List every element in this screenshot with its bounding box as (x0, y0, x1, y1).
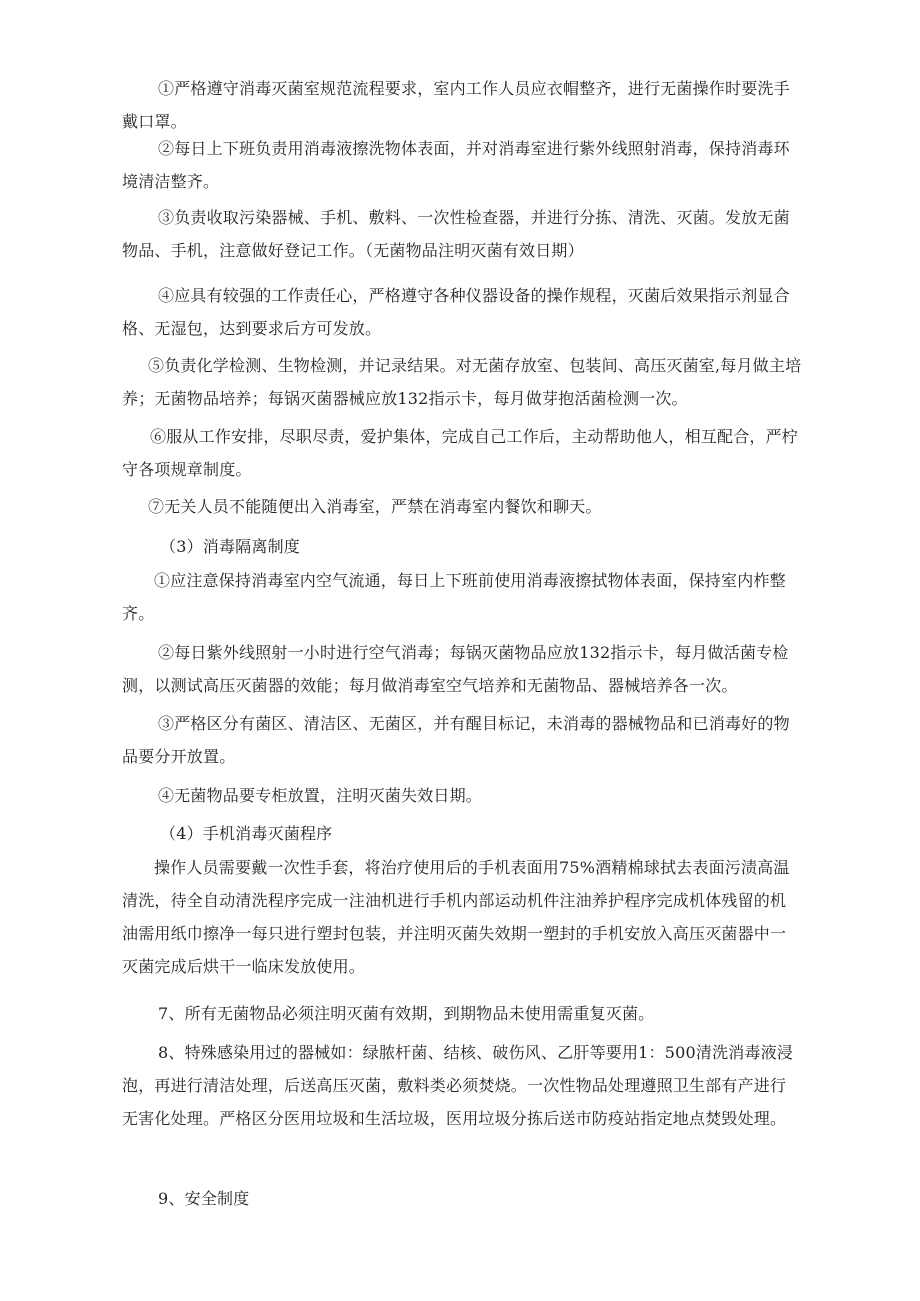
paragraph-disinfection-2: ②每日紫外线照射一小时进行空气消毒；每锅灭菌物品应放132指示卡，每月做活菌专检测，以测试高压灭菌器的效能；每月做消毒室空气培养和无菌物品、器械培养各一次。 (122, 643, 789, 695)
paragraph-item-7: 7、所有无菌物品必须注明灭菌有效期，到期物品未使用需重复灭菌。 (158, 1004, 655, 1023)
paragraph-rule-6: ⑥服从工作安排，尽职尽责，爱护集体，完成自己工作后，主动帮助他人，相互配合，严柠守各项规章制度。 (122, 427, 799, 479)
paragraph-rule-4: ④应具有较强的工作责任心，严格遵守各种仪器设备的操作规程，灭菌后效果指示剂显合格、无湿包，达到要求后方可发放。 (122, 286, 790, 338)
section-heading-9: 9、安全制度 (158, 1189, 250, 1208)
paragraph-rule-5: ⑤负责化学检测、生物检测，并记录结果。对无菌存放室、包装间、高压灭菌室,每月做主培养；无菌物品培养；每锅灭菌器械应放132指示卡，每月做芽抱活菌检测一次。 (122, 356, 802, 408)
paragraph-rule-3: ③负责收取污染器械、手机、敷料、一次性检查器，并进行分拣、清洗、灭菌。发放无菌物品、手机，注意做好登记工作。（无菌物品注明灭菌有效日期） (122, 208, 790, 260)
paragraph-disinfection-1: ①应注意保持消毒室内空气流通，每日上下班前使用消毒液擦拭物体表面，保持室内柞整齐。 (122, 571, 786, 623)
paragraph-rule-2: ②每日上下班负责用消毒液擦洗物体表面，并对消毒室进行紫外线照射消毒，保持消毒环境清洁整齐。 (122, 139, 790, 191)
paragraph-disinfection-3: ③严格区分有菌区、清洁区、无菌区，并有醒目标记，未消毒的器械物品和已消毒好的物品要分开放置。 (122, 714, 790, 766)
section-heading-3: （3）消毒隔离制度 (160, 537, 300, 556)
paragraph-rule-1: ①严格遵守消毒灭菌室规范流程要求，室内工作人员应衣帽整齐，进行无菌操作时要洗手戴口罩。 (122, 79, 790, 131)
paragraph-disinfection-4: ④无菌物品要专柜放置，注明灭菌失效日期。 (158, 786, 483, 805)
paragraph-rule-7: ⑦无关人员不能随便出入消毒室，严禁在消毒室内餐饮和聊天。 (148, 497, 602, 516)
section-heading-4: （4）手机消毒灭菌程序 (160, 824, 333, 843)
paragraph-handpiece-procedure: 操作人员需要戴一次性手套，将治疗使用后的手机表面用75%酒精棉球拭去表面污渍高温清洗，待全自动清洗程序完成一注油机进行手机内部运动机件注油养护程序完成机体残留的机油需用纸巾擦净一每只进行塑封包装，并注明灭菌失效期一塑封的手机安放入高压灭菌器中一灭菌完成后烘干一临床发放使用。 (122, 858, 790, 976)
paragraph-item-8: 8、特殊感染用过的器械如：绿脓杆菌、结核、破伤风、乙肝等要用1：500清洗消毒液浸泡，再进行清洁处理，后送高压灭菌，敷料类必须焚烧。一次性物品处理遵照卫生部有产进行无害化处理。严格区分医用垃圾和生活垃圾，医用垃圾分拣后送市防疫站指定地点焚毁处理。 (122, 1043, 794, 1128)
